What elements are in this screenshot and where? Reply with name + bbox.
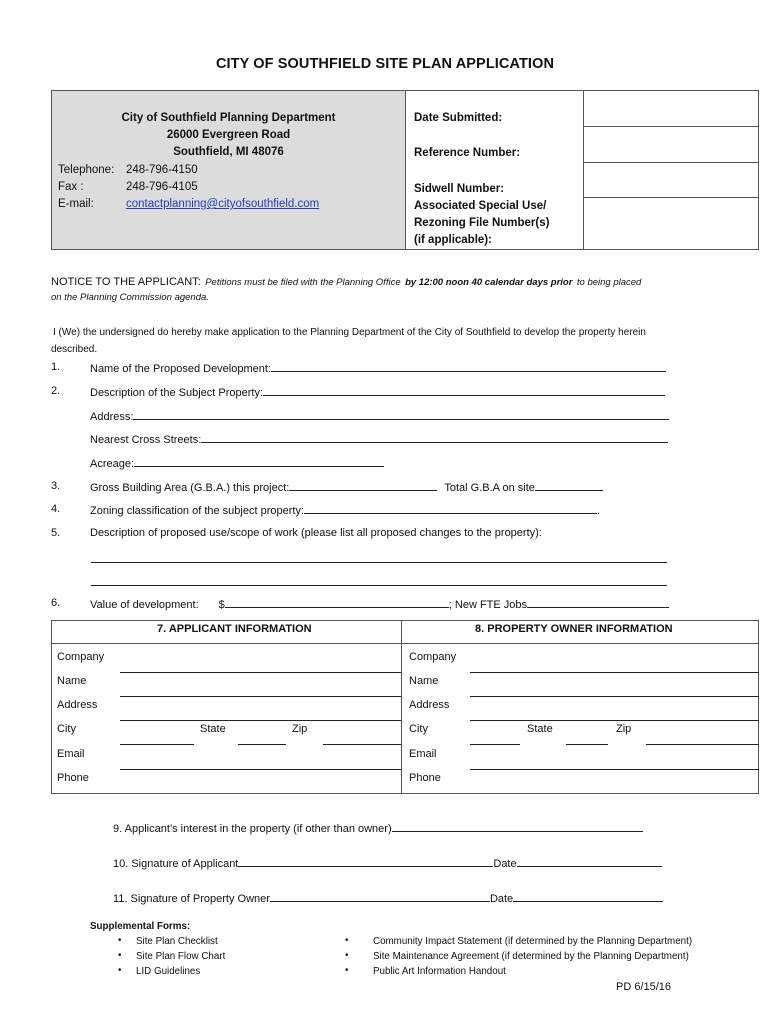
item-2-row — [90, 385, 665, 399]
owner-company-label: Company — [409, 651, 457, 663]
gba-label: Gross Building Area (G.B.A.) this project: — [90, 482, 290, 494]
owner-phone-label: Phone — [409, 772, 441, 784]
owner-email-label: Email — [409, 748, 437, 760]
notice-line-2: on the Planning Commission agenda. — [51, 292, 209, 303]
supplemental-site-plan-flow-chart[interactable]: Site Plan Flow Chart — [136, 951, 226, 962]
supplemental-lid-guidelines[interactable]: LID Guidelines — [136, 966, 201, 977]
applicant-city-field[interactable] — [120, 744, 194, 745]
acreage-field[interactable] — [134, 456, 384, 467]
item-3-row — [90, 480, 603, 494]
acreage-label: Acreage: — [90, 458, 135, 470]
department-info-panel — [52, 91, 406, 249]
item-3-number: 3. — [51, 480, 61, 492]
applicant-date-field[interactable] — [517, 856, 662, 867]
telephone-value: 248-796-4150 — [126, 164, 198, 176]
fax-label: Fax : — [58, 181, 84, 193]
item-4-row — [90, 503, 600, 517]
applicant-city-label: City — [57, 723, 76, 735]
item-1-number: 1. — [51, 361, 61, 373]
applicant-phone-label: Phone — [57, 772, 89, 784]
associated-file-label-3: (if applicable): — [414, 234, 492, 246]
applicant-company-field[interactable] — [120, 672, 401, 673]
header-box — [51, 90, 759, 250]
applicant-interest-label: 9. Applicant’s interest in the property (if other than owner) — [113, 823, 392, 835]
dollar-sign: $ — [218, 599, 225, 611]
zoning-period: . — [597, 505, 601, 517]
zoning-label: Zoning classification of the subject property: — [90, 505, 305, 517]
owner-heading: 8. PROPERTY OWNER INFORMATION — [475, 623, 673, 635]
fte-jobs-label: ; New FTE Jobs — [448, 599, 528, 611]
associated-file-label-1: Associated Special Use/ — [414, 200, 547, 212]
owner-date-field[interactable] — [513, 891, 663, 902]
owner-city-field[interactable] — [470, 744, 520, 745]
acreage-row — [90, 456, 384, 470]
owner-city-label: City — [409, 723, 428, 735]
parties-divider — [401, 620, 402, 794]
fax-value: 248-796-4105 — [126, 181, 198, 193]
applicant-heading: 7. APPLICANT INFORMATION — [157, 623, 312, 635]
address-label: Address: — [90, 411, 134, 423]
bullet-icon: • — [345, 965, 349, 976]
scope-of-work-field-1[interactable] — [91, 562, 667, 563]
owner-zip-label: Zip — [616, 723, 632, 735]
applicant-email-label: Email — [57, 748, 85, 760]
applicant-address-label: Address — [57, 699, 98, 711]
bullet-icon: • — [118, 950, 122, 961]
supplemental-public-art[interactable]: Public Art Information Handout — [373, 966, 506, 977]
notice-text-a: Petitions must be filed with the Planning Office — [205, 277, 401, 288]
owner-state-field[interactable] — [566, 744, 608, 745]
telephone-label: Telephone: — [58, 164, 115, 176]
applicant-date-label: Date — [493, 858, 517, 870]
applicant-state-field[interactable] — [238, 744, 286, 745]
notice-text-b: to being placed — [576, 277, 642, 288]
notice-line-1 — [51, 272, 641, 290]
sidwell-number-field[interactable] — [583, 197, 759, 198]
item-4-number: 4. — [51, 503, 61, 515]
owner-address-field[interactable] — [470, 720, 759, 721]
scope-of-work-field-2[interactable] — [91, 585, 667, 586]
owner-address-label: Address — [409, 699, 450, 711]
item-9-row — [113, 821, 643, 835]
zoning-field[interactable] — [304, 503, 597, 514]
applicant-email-field[interactable] — [120, 769, 401, 770]
item-6-row — [90, 597, 669, 611]
development-name-field[interactable] — [271, 361, 666, 372]
item-11-row — [113, 891, 663, 905]
item-6-number: 6. — [51, 597, 61, 609]
applicant-state-label: State — [200, 723, 226, 735]
item-5-number: 5. — [51, 527, 61, 539]
applicant-signature-field[interactable] — [238, 856, 493, 867]
bullet-icon: • — [118, 965, 122, 976]
scope-of-work-label: Description of proposed use/scope of work (please list all proposed changes to the property): — [90, 527, 542, 539]
department-name: City of Southfield Planning Department — [121, 112, 336, 124]
supplemental-site-plan-checklist[interactable]: Site Plan Checklist — [136, 936, 218, 947]
page-title: CITY OF SOUTHFIELD SITE PLAN APPLICATION — [215, 56, 555, 72]
subject-property-field[interactable] — [263, 385, 665, 396]
applicant-company-label: Company — [57, 651, 105, 663]
item-10-row — [113, 856, 662, 870]
parties-header-rule — [51, 643, 759, 644]
applicant-name-field[interactable] — [120, 696, 401, 697]
supplemental-site-maintenance[interactable]: Site Maintenance Agreement (if determined by the Planning Department) — [373, 951, 689, 962]
owner-signature-field[interactable] — [270, 891, 490, 902]
address-row — [90, 409, 669, 423]
notice-heading: NOTICE TO THE APPLICANT: — [51, 276, 201, 288]
parties-info-table — [51, 620, 759, 794]
email-link[interactable]: contactplanning@cityofsouthfield.com — [126, 198, 320, 210]
sidwell-number-label: Sidwell Number: — [414, 183, 505, 195]
owner-name-label: Name — [409, 675, 439, 687]
item-2-number: 2. — [51, 385, 61, 397]
form-revision-code: PD 6/15/16 — [616, 981, 672, 993]
intro-line-2: described. — [51, 344, 98, 355]
gba-field[interactable] — [289, 480, 437, 491]
reference-number-label: Reference Number: — [414, 147, 521, 159]
owner-state-label: State — [527, 723, 553, 735]
bullet-icon: • — [345, 950, 349, 961]
applicant-interest-field[interactable] — [392, 821, 643, 832]
address-field[interactable] — [133, 409, 669, 420]
owner-company-field[interactable] — [470, 672, 759, 673]
cross-streets-field[interactable] — [201, 432, 668, 443]
total-gba-label: Total G.B.A on site — [444, 482, 535, 494]
reference-number-field[interactable] — [583, 162, 759, 163]
applicant-zip-label: Zip — [292, 723, 308, 735]
associated-file-label-2: Rezoning File Number(s) — [414, 217, 550, 229]
development-name-label: Name of the Proposed Development: — [90, 363, 271, 375]
date-submitted-field[interactable] — [583, 126, 759, 127]
fte-jobs-field[interactable] — [527, 597, 669, 608]
notice-deadline: by 12:00 noon 40 calendar days prior — [405, 277, 573, 288]
applicant-signature-label: 10. Signature of Applicant — [113, 858, 239, 870]
owner-zip-field[interactable] — [646, 744, 759, 745]
bullet-icon: • — [118, 935, 122, 946]
owner-name-field[interactable] — [470, 696, 759, 697]
applicant-address-field[interactable] — [120, 720, 401, 721]
date-submitted-label: Date Submitted: — [414, 112, 503, 124]
email-label: E-mail: — [58, 198, 94, 210]
intro-line-1: I (We) the undersigned do hereby make application to the Planning Department of the City of Southfield to develop the property herein — [53, 327, 646, 338]
office-use-labels — [406, 91, 584, 249]
owner-signature-label: 11. Signature of Property Owner — [113, 893, 270, 905]
cross-streets-label: Nearest Cross Streets: — [90, 434, 202, 446]
applicant-name-label: Name — [57, 675, 87, 687]
value-field[interactable] — [225, 597, 449, 608]
subject-property-label: Description of the Subject Property: — [90, 387, 264, 399]
cross-streets-row — [90, 432, 668, 446]
owner-date-label: Date — [489, 893, 514, 905]
department-street: 26000 Evergreen Road — [166, 129, 291, 141]
applicant-zip-field[interactable] — [323, 744, 401, 745]
total-gba-field[interactable] — [535, 480, 603, 491]
supplemental-community-impact[interactable]: Community Impact Statement (if determined by the Planning Department) — [373, 936, 693, 947]
department-city: Southfield, MI 48076 — [173, 146, 284, 158]
supplemental-heading: Supplemental Forms: — [90, 921, 191, 932]
owner-email-field[interactable] — [470, 769, 759, 770]
item-1-row — [90, 361, 666, 375]
bullet-icon: • — [345, 935, 349, 946]
value-label: Value of development: — [90, 599, 199, 611]
